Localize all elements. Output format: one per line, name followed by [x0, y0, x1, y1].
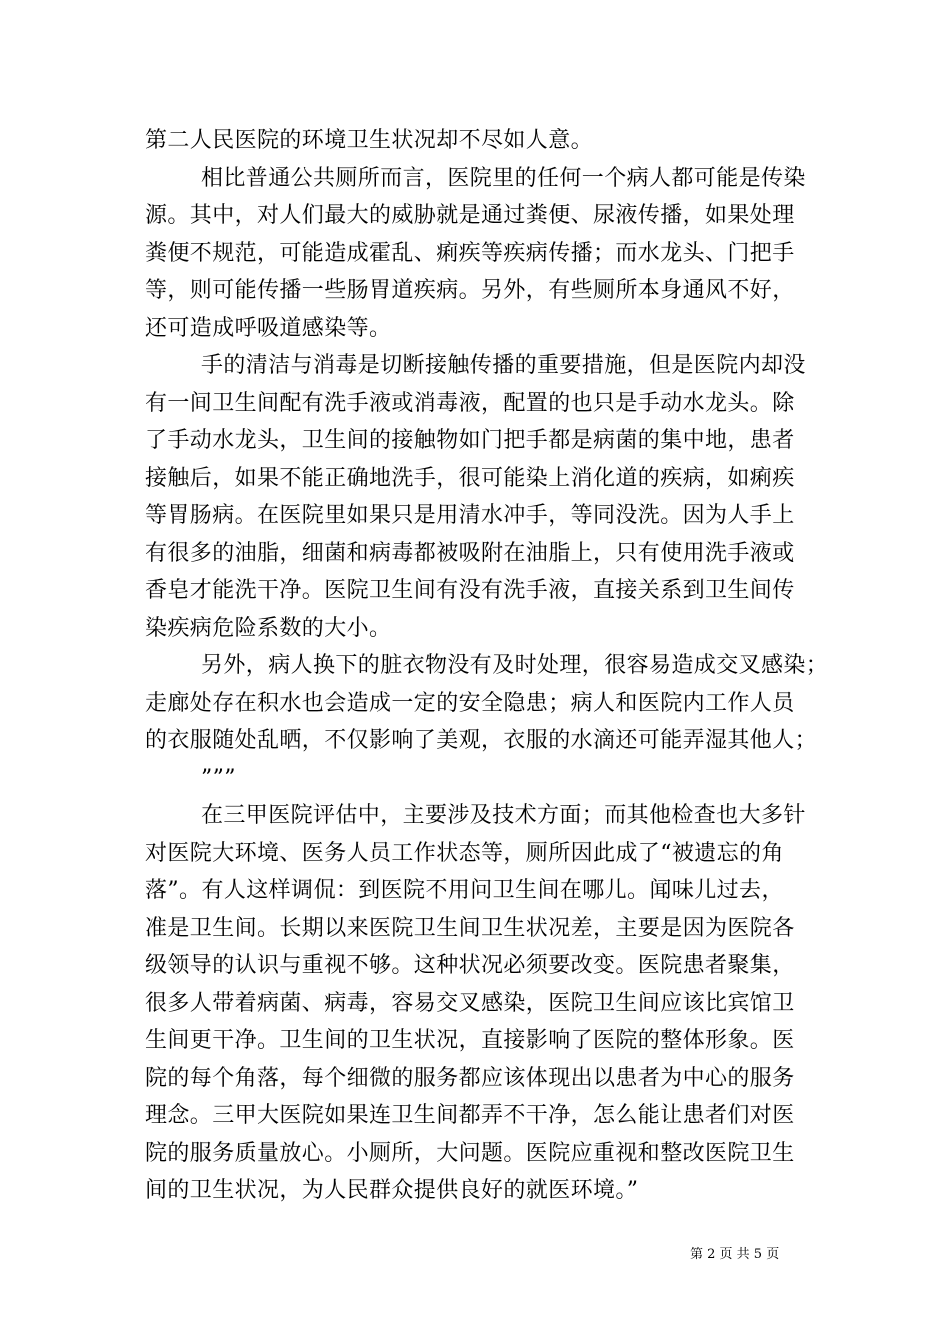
text-line: 等，则可能传播一些肠胃道疾病。另外，有些厕所本身通风不好，	[145, 278, 795, 303]
text-line: 源。其中，对人们最大的威胁就是通过粪便、尿液传播，如果处理	[145, 203, 795, 228]
text-line: 在三甲医院评估中，主要涉及技术方面；而其他检查也大多针	[201, 803, 806, 828]
text-line: 的衣服随处乱晒，不仅影响了美观，衣服的水滴还可能弄湿其他人；	[145, 728, 818, 753]
text-line: 对医院大环境、医务人员工作状态等，厕所因此成了“被遗忘的角	[145, 840, 784, 866]
text-line: 院的服务质量放心。小厕所，大问题。医院应重视和整改医院卫生	[145, 1140, 795, 1166]
text-line: 有一间卫生间配有洗手液或消毒液，配置的也只是手动水龙头。除	[145, 390, 795, 416]
text-line: 生间更干净。卫生间的卫生状况，直接影响了医院的整体形象。医	[145, 1028, 795, 1053]
text-line: 等胃肠病。在医院里如果只是用清水冲手，等同没洗。因为人手上	[145, 503, 795, 528]
text-line: 还可造成呼吸道感染等。	[145, 315, 392, 341]
text-line: 了手动水龙头，卫生间的接触物如门把手都是病菌的集中地，患者	[145, 428, 795, 453]
text-line: 另外，病人换下的脏衣物没有及时处理，很容易造成交叉感染；	[201, 653, 829, 678]
text-line: 接触后，如果不能正确地洗手，很可能染上消化道的疾病，如痢疾	[145, 465, 795, 491]
text-line: 染疾病危险系数的大小。	[145, 615, 392, 641]
text-line: 很多人带着病菌、病毒，容易交叉感染，医院卫生间应该比宾馆卫	[145, 990, 795, 1016]
page-number: 第 2 页 共 5 页	[690, 1247, 780, 1262]
text-line: 准是卫生间。长期以来医院卫生间卫生状况差，主要是因为医院各	[145, 915, 795, 941]
text-line: 第二人民医院的环境卫生状况却不尽如人意。	[145, 128, 594, 153]
text-line: 间的卫生状况，为人民群众提供良好的就医环境。”	[145, 1178, 639, 1203]
text-line: 有很多的油脂，细菌和病毒都被吸附在油脂上，只有使用洗手液或	[145, 540, 795, 566]
text-line: ”””	[201, 765, 236, 791]
text-line: 粪便不规范，可能造成霍乱、痢疾等疾病传播；而水龙头、门把手	[145, 240, 795, 266]
text-line: 手的清洁与消毒是切断接触传播的重要措施，但是医院内却没	[201, 353, 806, 378]
text-line: 香皂才能洗干净。医院卫生间有没有洗手液，直接关系到卫生间传	[145, 578, 795, 603]
text-line: 理念。三甲大医院如果连卫生间都弄不干净，怎么能让患者们对医	[145, 1103, 795, 1128]
text-line: 落”。有人这样调侃：到医院不用问卫生间在哪儿。闻味儿过去，	[145, 878, 784, 903]
text-line: 走廊处存在积水也会造成一定的安全隐患；病人和医院内工作人员	[145, 690, 795, 716]
text-line: 院的每个角落，每个细微的服务都应该体现出以患者为中心的服务	[145, 1065, 795, 1091]
text-line: 级领导的认识与重视不够。这种状况必须要改变。医院患者聚集，	[145, 953, 795, 978]
text-line: 相比普通公共厕所而言，医院里的任何一个病人都可能是传染	[201, 165, 806, 191]
document-body	[145, 122, 829, 1210]
